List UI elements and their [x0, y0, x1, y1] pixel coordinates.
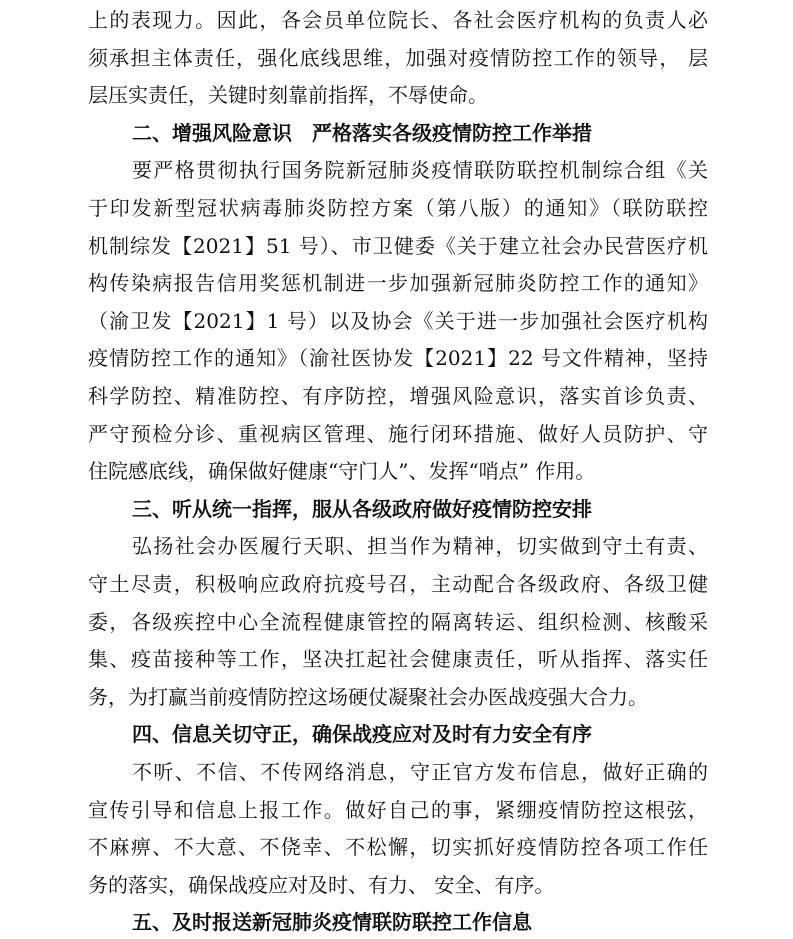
- para2-line-6: 疫情防控工作的通知》（渝社医协发【2021】22 号文件精神，坚持: [88, 346, 708, 371]
- para3-line-1: 弘扬社会办医履行天职、担当作为精神，切实做到守土有责、: [132, 534, 708, 559]
- para3-line-4: 集、疫苗接种等工作，坚决扛起社会健康责任，听从指挥、落实任: [88, 647, 708, 672]
- para2-line-8: 严守预检分诊、重视病区管理、施行闭环措施、做好人员防护、守: [88, 421, 708, 446]
- para1-line-3: 层压实责任，关键时刻靠前指挥，不辱使命。: [88, 83, 488, 108]
- section-heading-4: 四、信息关切守正，确保战疫应对及时有力安全有序: [132, 722, 592, 747]
- para4-line-1: 不听、不信、不传网络消息，守正官方发布信息，做好正确的: [132, 760, 708, 784]
- para2-line-9: 住院感底线，确保做好健康“守门人”、发挥“哨点” 作用。: [88, 459, 596, 484]
- section-heading-5: 五、及时报送新冠肺炎疫情联防联控工作信息: [132, 910, 532, 935]
- para3-line-2: 守土尽责，积极响应政府抗疫号召，主动配合各级政府、各级卫健: [88, 572, 708, 596]
- para1-line-2: 须承担主体责任，强化底线思维，加强对疫情防控工作的领导， 层: [88, 45, 708, 70]
- para2-line-5: （渝卫发【2021】1 号）以及协会《关于进一步加强社会医疗机构: [88, 308, 708, 333]
- para4-line-2: 宣传引导和信息上报工作。做好自己的事，紧绷疫情防控这根弦，: [88, 797, 708, 822]
- section-heading-3: 三、听从统一指挥，服从各级政府做好疫情防控安排: [132, 496, 592, 521]
- para4-line-3: 不麻痹、不大意、不侥幸、不松懈，切实抓好疫情防控各项工作任: [88, 835, 708, 860]
- para2-line-1: 要严格贯彻执行国务院新冠肺炎疫情联防联控机制综合组《关: [132, 158, 708, 183]
- para1-line-1: 上的表现力。因此，各会员单位院长、各社会医疗机构的负责人必: [88, 8, 708, 32]
- para2-line-2: 于印发新型冠状病毒肺炎防控方案（第八版）的通知》（联防联控: [88, 196, 708, 220]
- section-heading-2: 二、增强风险意识 严格落实各级疫情防控工作举措: [132, 120, 592, 145]
- para3-line-3: 委，各级疾控中心全流程健康管控的隔离转运、组织检测、核酸采: [88, 609, 708, 634]
- para2-line-3: 机制综发【2021】51 号）、市卫健委《关于建立社会办民营医疗机: [88, 233, 708, 258]
- para3-line-5: 务，为打赢当前疫情防控这场硬仗凝聚社会办医战疫强大合力。: [88, 684, 648, 709]
- para2-line-4: 构传染病报告信用奖惩机制进一步加强新冠肺炎防控工作的通知》: [88, 271, 708, 296]
- para2-line-7: 科学防控、精准防控、有序防控，增强风险意识，落实首诊负责、: [88, 384, 708, 408]
- para4-line-4: 务的落实，确保战疫应对及时、有力、 安全、有序。: [88, 872, 555, 897]
